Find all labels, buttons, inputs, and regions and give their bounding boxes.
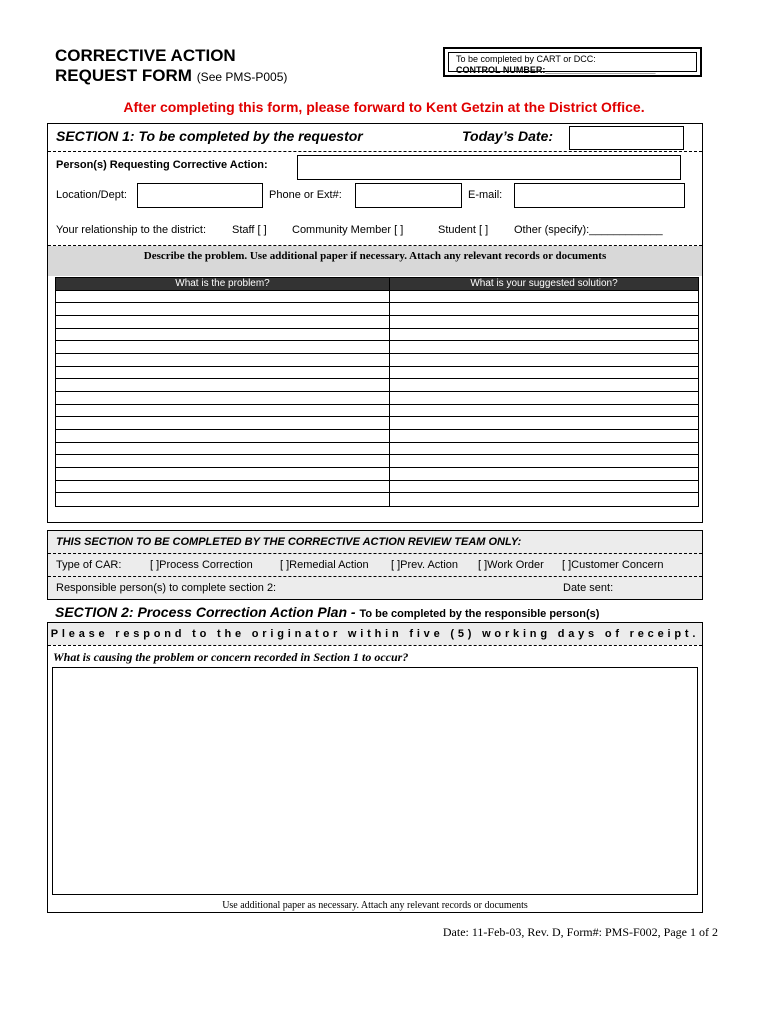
divider (48, 553, 702, 554)
responsible-label: Responsible person(s) to complete section 2: (56, 582, 277, 594)
column-header-problem: What is the problem? (56, 278, 389, 290)
table-row[interactable] (56, 315, 698, 316)
relationship-staff[interactable]: Staff [ ] (232, 224, 267, 236)
car-type-prev-action[interactable]: [ ]Prev. Action (391, 559, 459, 571)
cause-answer-field[interactable] (52, 667, 698, 895)
table-row[interactable] (56, 429, 698, 430)
divider (48, 645, 702, 646)
persons-field[interactable] (297, 155, 681, 180)
form-reference: (See PMS-P005) (196, 70, 288, 84)
todays-date-label: Today’s Date: (462, 128, 554, 144)
describe-instruction: Describe the problem. Use additional paper if necessary. Attach any relevant records or documents (143, 250, 607, 262)
relationship-community[interactable]: Community Member [ ] (292, 224, 404, 236)
column-header-solution: What is your suggested solution? (390, 278, 698, 290)
section-2 (47, 622, 703, 913)
control-note: To be completed by CART or DCC: (456, 54, 596, 64)
table-row[interactable] (56, 302, 698, 303)
date-sent-label: Date sent: (563, 582, 614, 594)
table-row[interactable] (56, 340, 698, 341)
control-number-box (443, 47, 702, 77)
todays-date-field[interactable] (569, 126, 684, 150)
response-instruction: Please respond to the originator within five (5) working days of receipt. (50, 628, 700, 640)
table-row[interactable] (56, 480, 698, 481)
car-type-work-order[interactable]: [ ]Work Order (478, 559, 544, 571)
section-1-title: SECTION 1: To be completed by the requestor (56, 128, 363, 144)
section-2-title: SECTION 2: Process Correction Action Plan - To be completed by the responsible person(s) (55, 604, 600, 620)
form-title: CORRECTIVE ACTION (55, 46, 236, 65)
email-label: E-mail: (468, 189, 503, 201)
review-team-title: THIS SECTION TO BE COMPLETED BY THE CORRECTIVE ACTION REVIEW TEAM ONLY: (56, 536, 522, 548)
table-row[interactable] (56, 442, 698, 443)
phone-label: Phone or Ext#: (269, 189, 342, 201)
section-1 (47, 123, 703, 523)
relationship-label: Your relationship to the district: (56, 224, 207, 236)
table-row[interactable] (56, 454, 698, 455)
location-label: Location/Dept: (56, 189, 127, 201)
control-number-label: CONTROL NUMBER:______________________ (456, 65, 656, 75)
table-row[interactable] (56, 290, 698, 291)
email-field[interactable] (514, 183, 685, 208)
table-row[interactable] (56, 366, 698, 367)
car-type-customer-concern[interactable]: [ ]Customer Concern (562, 559, 664, 571)
table-row[interactable] (56, 353, 698, 354)
divider (48, 151, 702, 152)
cause-question: What is causing the problem or concern recorded in Section 1 to occur? (53, 650, 409, 664)
problem-solution-table (55, 277, 699, 507)
section-2-footnote: Use additional paper as necessary. Attach any relevant records or documents (222, 900, 528, 911)
form-subtitle: REQUEST FORM (See PMS-P005) (55, 66, 288, 85)
car-type-label: Type of CAR: (56, 559, 122, 571)
table-row[interactable] (56, 416, 698, 417)
relationship-student[interactable]: Student [ ] (438, 224, 489, 236)
phone-field[interactable] (355, 183, 462, 208)
section-2-subtitle: To be completed by the responsible person(s) (359, 608, 600, 620)
form-footer: Date: 11-Feb-03, Rev. D, Form#: PMS-F002, Page 1 of 2 (442, 925, 718, 939)
table-row[interactable] (56, 404, 698, 405)
location-field[interactable] (137, 183, 263, 208)
forward-notice: After completing this form, please forward to Kent Getzin at the District Office. (123, 99, 645, 115)
table-row[interactable] (56, 467, 698, 468)
persons-label: Person(s) Requesting Corrective Action: (56, 159, 268, 171)
car-type-process-correction[interactable]: [ ]Process Correction (150, 559, 253, 571)
table-row[interactable] (56, 492, 698, 493)
table-row[interactable] (56, 391, 698, 392)
divider (48, 576, 702, 577)
car-type-remedial-action[interactable]: [ ]Remedial Action (280, 559, 369, 571)
table-row[interactable] (56, 378, 698, 379)
relationship-other[interactable]: Other (specify):____________ (514, 224, 663, 236)
column-divider (389, 278, 390, 506)
review-team-section (47, 530, 703, 600)
table-row[interactable] (56, 328, 698, 329)
